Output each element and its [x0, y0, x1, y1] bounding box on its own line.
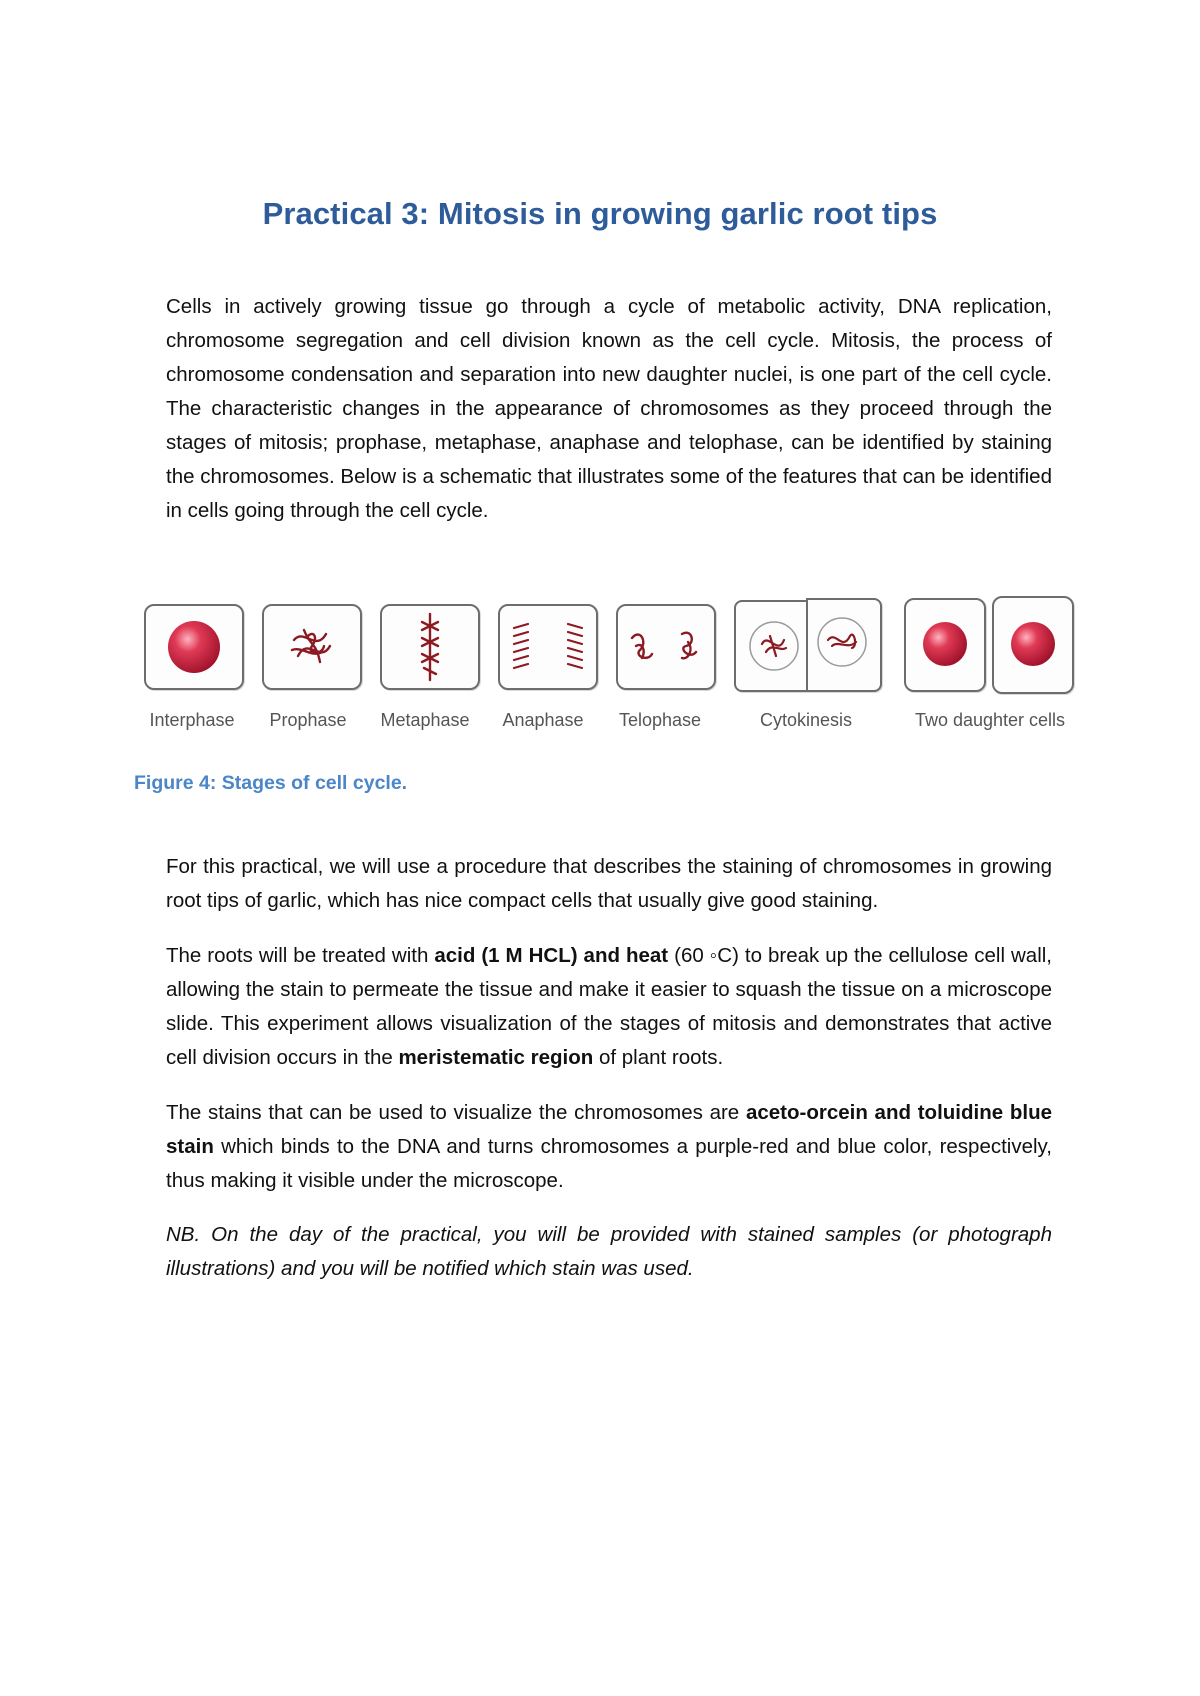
intro-paragraph: Cells in actively growing tissue go through a cycle of metabolic activity, DNA replication, chromosome segregation and cell division known as the cell cycle. Mitosis, the process of chromosome condensation and separation into new daughter nuclei, is one part of the cell cycle. The characteristic changes in the appearance of chromosomes as they proceed through the stages of mitosis; prophase, metaphase, anaphase and telophase, can be identified by staining the chromosomes. Below is a schematic that illustrates some of the features that can be identified in cells going through the cell cycle.	[166, 295, 1052, 522]
daughter-cell-1	[904, 598, 986, 692]
treatment-paragraph: The roots will be treated with acid (1 M HCL) and heat (60 ◦C) to break up the cellulose cell wall, allowing the stain to permeate the tissue and make it easier to squash the tissue on a microscope slide. This experiment allows visualization of the stages of mitosis and demonstrates that active cell division occurs in the meristematic region of plant roots.	[166, 944, 1052, 1069]
daughter-cell-2	[992, 596, 1074, 694]
note-paragraph: NB. On the day of the practical, you will be provided with stained samples (or photograph illustrations) and you will be notified which stain was used.	[166, 1223, 1052, 1280]
figure-caption: Figure 4: Stages of cell cycle.	[134, 772, 408, 794]
cell-cycle-figure	[140, 590, 1080, 740]
metaphase-cell	[380, 604, 480, 690]
stage-label-metaphase: Metaphase	[380, 710, 470, 730]
stains-paragraph: The stains that can be used to visualize the chromosomes are aceto-orcein and toluidine blue stain which binds to the DNA and turns chromosomes a purple-red and blue color, respectively, thus making it visible under the microscope.	[166, 1101, 1053, 1192]
cytokinesis-cell-right	[806, 598, 882, 692]
page-title: Practical 3: Mitosis in growing garlic root tips	[262, 196, 938, 231]
telophase-cell	[616, 604, 716, 690]
stage-label-cytokinesis: Cytokinesis	[759, 710, 853, 730]
cytokinesis-cell-left	[734, 600, 810, 692]
stage-label-prophase: Prophase	[269, 710, 347, 730]
stage-label-interphase: Interphase	[149, 710, 235, 730]
interphase-cell	[144, 604, 244, 690]
meristematic-region-bold: meristematic region	[398, 1046, 594, 1069]
procedure-paragraph: For this practical, we will use a procedure that describes the staining of chromosomes in growing root tips of garlic, which has nice compact cells that usually give good staining.	[166, 855, 1052, 912]
stain-names-bold: aceto-orcein and toluidine blue stain	[166, 1101, 1053, 1158]
prophase-cell	[262, 604, 362, 690]
nucleus-icon	[168, 621, 220, 673]
stage-label-two-daughter-cells: Two daughter cells	[914, 710, 1066, 730]
stage-label-telophase: Telophase	[618, 710, 702, 730]
anaphase-cell	[498, 604, 598, 690]
acid-heat-bold: acid (1 M HCL) and heat	[434, 944, 669, 967]
stage-label-anaphase: Anaphase	[502, 710, 584, 730]
